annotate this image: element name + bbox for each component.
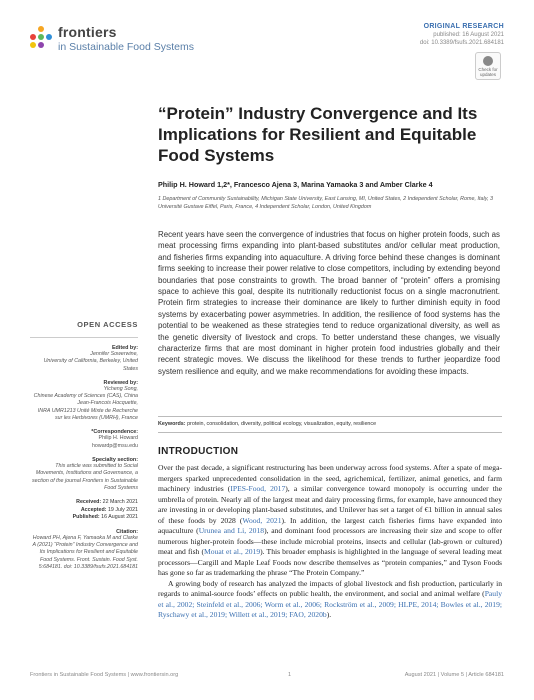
citation-link[interactable]: Urunea and Li, 2018 <box>198 526 265 535</box>
dates <box>30 499 138 522</box>
edited-by-label: Edited by: <box>111 345 138 351</box>
abstract: Recent years have seen the convergence of industries that focus on higher protein foods, such as meat processing firms expanding into plant-based substitutes and/or cellular meat production, and fisheries firms expanding into aquaculture. A driving force behind these changes is dominant firms seeking to increase their power relative to close competitors, including by extending beyond boundaries that pose constraints to growth. The broad banner of “protein” offers a promising space to achieve this goal, despite its nutritionally reductionist focus on a single macronutrient. Protein firm strategies to increase their dominance are likely to further diminish equity in food systems by exacerbating power asymmetries. In addition, the resilience of food systems has the potential to be weakened as these strategies tend to reduce organizational diversity, as well as the genetic diversity of livestock and crops. To better understand these changes, we visually characterize firms that are most dominant in higher protein food industries globally and their recent strategic moves. We discuss the likelihood for these trends to further jeopardize food system resilience and equity, and we make recommendations for avoiding these impacts. <box>158 230 500 376</box>
footer-volume: August 2021 | Volume 5 | Article 684181 <box>404 672 504 678</box>
check-updates-button[interactable]: Check for updates <box>475 52 501 80</box>
reviewer-affiliation: INRA UMR1213 Unité Mixte de Recherche sur les Herbivores (UMRH), France <box>37 407 138 422</box>
author-list[interactable]: Philip H. Howard 1,2*, Francesco Ajena 3, Marina Yamaoka 3 and Amber Clarke 4 <box>158 180 433 189</box>
introduction-body <box>158 463 502 621</box>
article-meta <box>364 23 504 47</box>
citation-link[interactable]: Pauly et al., 2002; Steinfeld et al., 2006; Worm et al., 2006; Rockström et al., 2009; HLPE, 2014; Bowles et al., 2019; Ryschawy et al., 2019; Willett et al., 2019; FAO, 2020b <box>158 589 502 619</box>
logo-wordmark: frontiers <box>58 24 117 40</box>
corresponding-author: Philip H. Howard <box>98 435 138 442</box>
citation-link[interactable]: Mouat et al., 2019 <box>204 547 261 556</box>
citation-label: Citation: <box>116 528 138 535</box>
sidebar <box>30 320 138 571</box>
page-number: 1 <box>288 672 292 678</box>
citation-text: Howard PH, Ajena F, Yamaoka M and Clarke A (2021) “Protein” Industry Convergence and Its Implications for Resilient and Equitable Food Systems. Front. Sustain. Food Syst. 5:684181. doi: 10.3389/fsufs.2021.684181 <box>32 534 138 570</box>
divider <box>158 432 502 433</box>
editor-name[interactable]: Jennifer Sowerwine, <box>90 351 138 357</box>
paragraph: Over the past decade, a significant restructuring has been underway across food systems. After a spate of mega-mergers sparked unprecedented consolidation in the seed, agrichemical, fertilizer, animal genetics, and farm machinery industries (IPES-Food, 2017), a similar convergence toward monopoly is occurring under the umbrella of protein. Nearly all of the largest meat and dairy processing firms, for example, have announced they are investing in or developing plant-based substitutes, and Unilever has set a target of €1 billion in annual sales of these foods by 2028 (Wood, 2021). In addition, the largest catch fisheries firms have expanded into aquaculture (Urunea and Li, 2018), and dominant food processors are increasing their size and scope to offer numerous higher-protein foods—these include microbial proteins, insects and cellular (lab-grown or cultured) meat and fish (Mouat et al., 2019). This broader emphasis is highlighted in the language of several leading meat processors—Cargill and Maple Leaf Foods now describe themselves as “protein companies,” and Tyson Foods has gone so far as trademarking the phrase “The Protein Company.” <box>158 463 503 577</box>
article-title: “Protein” Industry Convergence and Its Implications for Resilient and Equitable Food Systems <box>158 104 478 165</box>
received-date: Received: 22 March 2021 <box>76 499 138 506</box>
published-date: published: 16 August 2021 <box>433 32 504 38</box>
email-link[interactable]: howardp@msu.edu <box>91 442 138 449</box>
reviewed-by-label: Reviewed by: <box>103 379 138 386</box>
correspondence-label: *Correspondence: <box>91 429 138 436</box>
paragraph: A growing body of research has analyzed the impacts of global livestock and fish production, particularly in regards to animal-source foods’ effects on public health, the environment, and social and animal welfare (Pauly et al., 2002; Steinfeld et al., 2006; Worm et al., 2006; Rockström et al., 2009; HLPE, 2014; Bowles et al., 2019; Ryschawy et al., 2019; Willett et al., 2019; FAO, 2020b). <box>158 578 502 619</box>
citation-link[interactable]: Wood, 2021 <box>242 515 282 525</box>
specialty-section-text: This article was submitted to Social Movements, Institutions and Governance, a section of the journal Frontiers in Sustainable Food Systems <box>32 462 138 491</box>
doi-link[interactable]: doi: 10.3389/fsufs.2021.684181 <box>419 40 504 46</box>
editor-affiliation: University of California, Berkeley, United States <box>43 358 138 372</box>
article-type: ORIGINAL RESEARCH <box>423 23 504 30</box>
open-access-label: OPEN ACCESS <box>77 320 138 329</box>
journal-name: in Sustainable Food Systems <box>58 41 194 53</box>
section-heading: INTRODUCTION <box>158 446 239 457</box>
divider <box>30 337 138 338</box>
citation-link[interactable]: IPES-Food, 2017 <box>230 484 286 493</box>
reviewer-name[interactable]: Jean-Francois Hocquette, <box>77 400 138 407</box>
accepted-date: Accepted: 19 July 2021 <box>80 506 138 513</box>
frontiers-logo-icon <box>30 26 54 50</box>
reviewer-affiliation: Chinese Academy of Sciences (CAS), China <box>33 393 138 400</box>
keywords: Keywords: protein, consolidation, diversity, political ecology, visualization, equity, resilience <box>158 421 377 427</box>
published-date-sidebar: Published: 16 August 2021 <box>72 514 138 521</box>
affiliations: 1 Department of Community Sustainability, Michigan State University, East Lansing, MI, United States, 2 Independent Scholar, Rome, Italy, 3 Université Gustave Eiffel, Paris, France, 4 Independent Scholar, London, United Kingdom <box>158 196 493 210</box>
reviewer-name[interactable]: Yicheng Song, <box>103 385 138 392</box>
check-updates-icon <box>483 56 493 66</box>
specialty-section-label: Specialty section: <box>92 456 138 463</box>
journal-logo[interactable] <box>30 24 230 56</box>
footer-journal[interactable]: Frontiers in Sustainable Food Systems | www.frontiersin.org <box>30 672 179 678</box>
divider <box>158 416 502 417</box>
